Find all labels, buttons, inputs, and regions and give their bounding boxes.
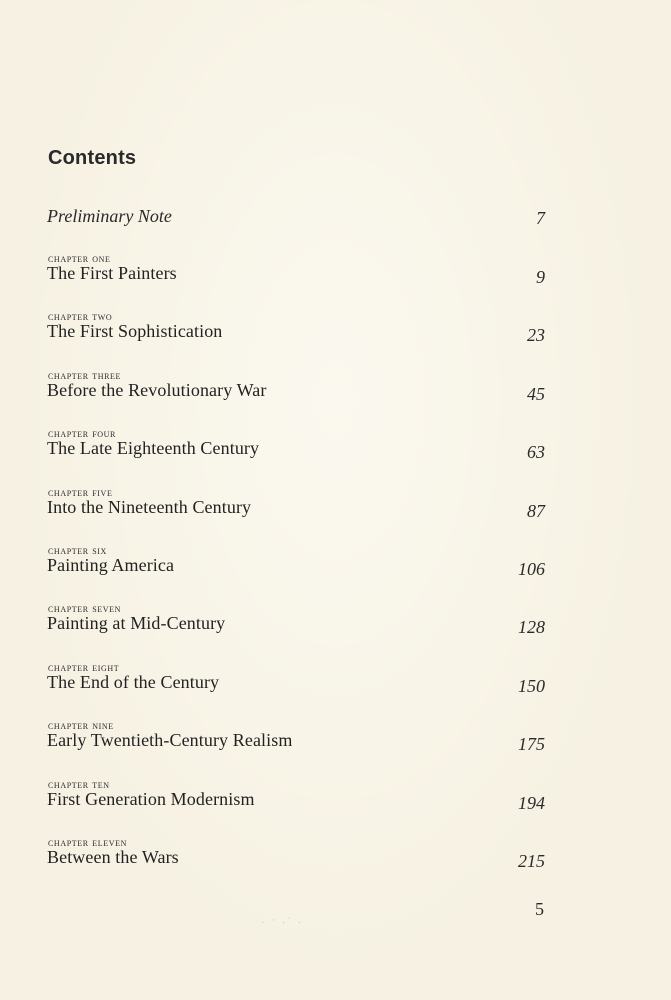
toc-entry — [0, 309, 671, 361]
chapter-page-number: 194 — [518, 793, 545, 813]
chapter-title: Painting America — [47, 555, 175, 575]
toc-entry — [0, 251, 671, 303]
chapter-label: chapter five — [48, 485, 113, 499]
page-folio: 5 — [535, 899, 544, 919]
toc-entry — [0, 835, 671, 887]
chapter-label: chapter six — [48, 543, 107, 557]
chapter-label: chapter eight — [48, 660, 120, 674]
paper-specks: . · .˙ . — [262, 916, 304, 925]
chapter-title: Early Twentieth-Century Realism — [47, 730, 293, 750]
preliminary-note-page: 7 — [536, 208, 545, 228]
chapter-title: Before the Revolutionary War — [47, 380, 267, 400]
chapter-label: chapter two — [48, 309, 113, 323]
chapter-page-number: 23 — [527, 325, 545, 345]
chapter-page-number: 106 — [518, 559, 545, 579]
chapter-title: Painting at Mid-Century — [47, 613, 226, 633]
toc-entry — [0, 485, 671, 537]
chapter-title: The Late Eighteenth Century — [47, 438, 260, 458]
toc-entry — [0, 368, 671, 420]
toc-entry — [0, 660, 671, 712]
chapter-page-number: 63 — [527, 442, 545, 462]
chapter-page-number: 128 — [518, 617, 545, 637]
chapter-title: Between the Wars — [47, 847, 179, 867]
chapter-title: The First Painters — [47, 263, 177, 283]
chapter-page-number: 45 — [527, 384, 545, 404]
toc-entry — [0, 718, 671, 770]
chapter-label: chapter nine — [48, 718, 114, 732]
chapter-title: Into the Nineteenth Century — [47, 497, 252, 517]
toc-entry — [0, 601, 671, 653]
chapter-label: chapter one — [48, 251, 111, 265]
chapter-label: chapter ten — [48, 777, 110, 791]
chapter-page-number: 175 — [518, 734, 545, 754]
toc-entry — [0, 543, 671, 595]
chapter-label: chapter four — [48, 426, 116, 440]
chapter-page-number: 215 — [518, 851, 545, 871]
chapter-label: chapter seven — [48, 601, 122, 615]
chapter-title: First Generation Modernism — [47, 789, 255, 809]
chapter-title: The First Sophistication — [47, 321, 223, 341]
chapter-title: The End of the Century — [47, 672, 220, 692]
chapter-label: chapter eleven — [48, 835, 127, 849]
chapter-page-number: 87 — [527, 501, 545, 521]
toc-entry — [0, 777, 671, 829]
preliminary-note-title: Preliminary Note — [47, 206, 172, 226]
toc-entry — [0, 426, 671, 478]
contents-heading: Contents — [48, 147, 137, 169]
chapter-label: chapter three — [48, 368, 122, 382]
chapter-page-number: 150 — [518, 676, 545, 696]
chapter-page-number: 9 — [536, 267, 545, 287]
